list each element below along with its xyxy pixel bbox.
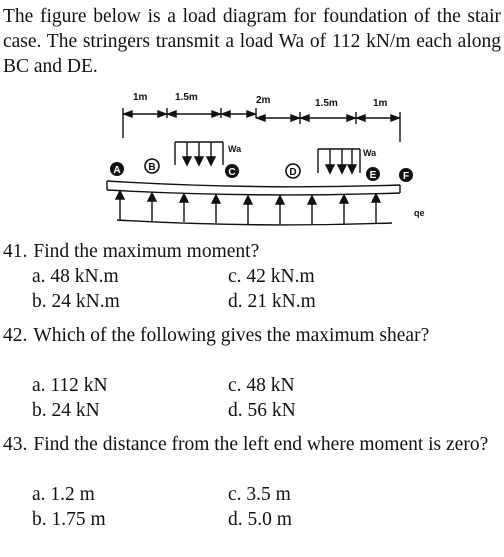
question-41-option-a[interactable]: a. 48 kN.m — [32, 266, 119, 287]
question-42-option-b[interactable]: b. 24 kN — [32, 400, 100, 421]
question-41 — [3, 239, 501, 264]
dim-label-de: 1.5m — [315, 98, 338, 109]
dim-label-cd: 2m — [256, 95, 271, 106]
question-42-text: Which of the following gives the maximum shear? — [33, 325, 430, 346]
svg-text:D: D — [289, 167, 297, 178]
foundation-beam — [107, 181, 400, 195]
question-43-option-c[interactable]: c. 3.5 m — [228, 484, 291, 505]
question-42-number: 42. — [3, 325, 28, 346]
question-43-option-a[interactable]: a. 1.2 m — [32, 484, 95, 505]
question-43-number: 43. — [3, 434, 28, 455]
question-41-text: Find the maximum moment? — [33, 241, 260, 262]
dim-label-bc: 1.5m — [175, 92, 198, 103]
dim-label-ab: 1m — [133, 92, 148, 103]
point-b-marker — [145, 159, 159, 173]
question-41-option-b[interactable]: b. 24 kN.m — [32, 291, 120, 312]
qe-label: qe — [414, 208, 425, 218]
svg-text:A: A — [113, 165, 121, 176]
question-43 — [3, 432, 501, 457]
question-42-option-a[interactable]: a. 112 kN — [32, 375, 108, 396]
point-c-marker — [225, 164, 239, 178]
point-a-marker — [110, 162, 124, 176]
svg-text:C: C — [228, 167, 236, 178]
question-43-option-b[interactable]: b. 1.75 m — [32, 509, 106, 530]
question-42-option-c[interactable]: c. 48 kN — [228, 375, 295, 396]
soil-pressure-arrows — [116, 191, 392, 225]
question-41-option-d[interactable]: d. 21 kN.m — [228, 291, 316, 312]
question-42-option-d[interactable]: d. 56 kN — [228, 400, 296, 421]
question-41-option-c[interactable]: c. 42 kN.m — [228, 266, 315, 287]
question-42 — [3, 323, 501, 348]
point-d-marker — [286, 164, 300, 178]
load-diagram — [0, 84, 504, 234]
question-43-text: Find the distance from the left end where moment is zero? — [33, 434, 489, 455]
svg-text:E: E — [369, 170, 377, 181]
point-e-marker — [366, 167, 380, 181]
problem-intro: The figure below is a load diagram for foundation of the stair case. The stringers transmit a load Wa of 112 kN/m each along BC and DE. — [3, 6, 501, 77]
wa-label-left: Wa — [228, 144, 242, 154]
svg-text:B: B — [148, 162, 156, 173]
svg-text:F: F — [402, 171, 410, 182]
question-41-number: 41. — [3, 241, 28, 262]
wa-label-right: Wa — [363, 148, 377, 158]
dim-label-ef: 1m — [373, 98, 388, 109]
point-f-marker — [399, 168, 413, 182]
question-43-option-d[interactable]: d. 5.0 m — [228, 509, 292, 530]
